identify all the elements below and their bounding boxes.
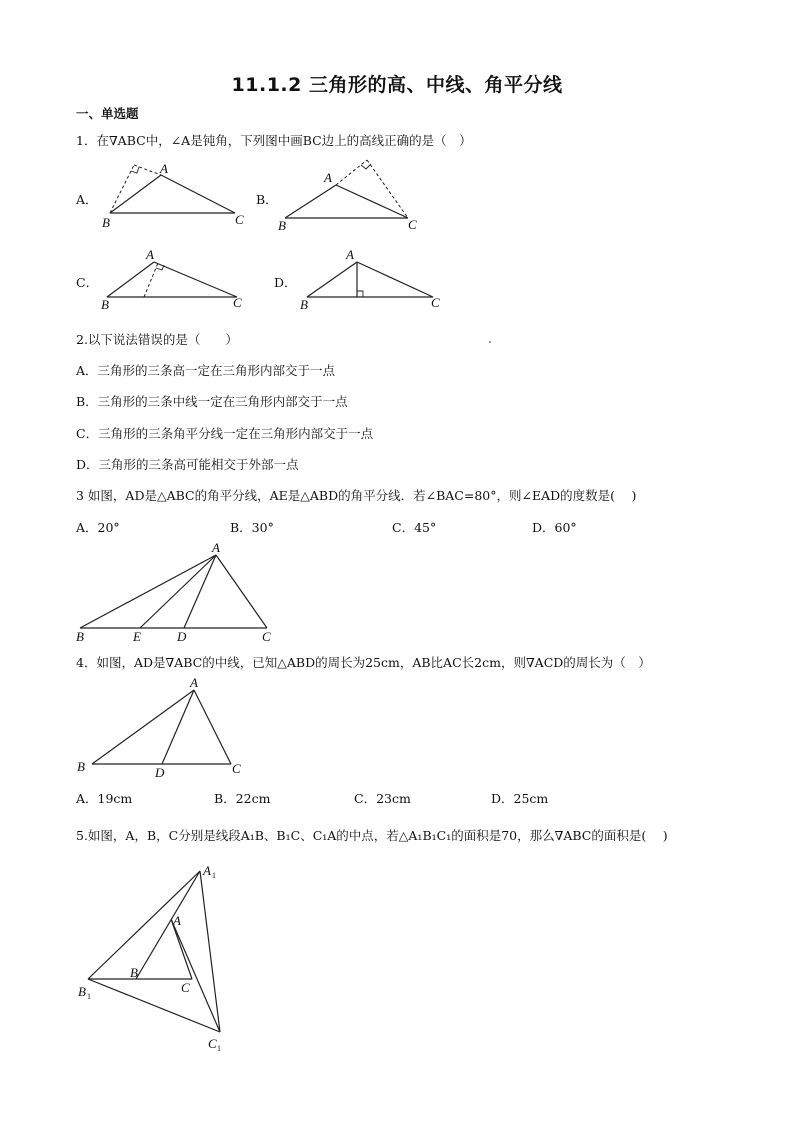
- point-e: E: [133, 629, 141, 644]
- segment-ae: [140, 555, 216, 628]
- point-b: B: [300, 297, 308, 312]
- point-c: C: [232, 761, 241, 776]
- segment-ad: [184, 555, 216, 628]
- point-c: C: [262, 629, 271, 644]
- point-b: B: [130, 965, 138, 980]
- q2-option-d: D．三角形的三条高可能相交于外部一点: [76, 457, 299, 472]
- q1-figure-c: [95, 245, 255, 315]
- stray-dot: [489, 341, 491, 343]
- point-a: A: [160, 161, 168, 176]
- q3-option-b: B．30°: [230, 520, 274, 535]
- point-a1: A: [203, 863, 211, 878]
- q1-option-b-label: B．: [256, 192, 278, 207]
- point-b1-subscript: 1: [87, 992, 91, 1001]
- q5-figure: [70, 855, 245, 1065]
- question-2-stem: 2.以下说法错误的是（ ）: [76, 332, 238, 347]
- point-a: A: [346, 247, 354, 262]
- q4-option-d: D．25cm: [491, 791, 549, 806]
- point-a: A: [146, 247, 154, 262]
- q1-figure-a: [95, 158, 255, 233]
- point-c: C: [235, 212, 244, 227]
- right-angle-mark: [361, 164, 371, 169]
- point-c: C: [181, 980, 190, 995]
- q3-option-c: C．45°: [392, 520, 437, 535]
- question-1-stem: 1．在∇ABC中，∠A是钝角，下列图中画BC边上的高线正确的是（ ）: [76, 133, 472, 148]
- side-ab: [110, 175, 161, 213]
- point-c: C: [408, 217, 417, 232]
- side-ac: [357, 262, 433, 297]
- point-a: A: [212, 540, 220, 555]
- point-b1: B: [78, 984, 86, 999]
- point-c: C: [233, 295, 242, 310]
- point-a1-subscript: 1: [212, 871, 216, 880]
- side-ab: [92, 690, 194, 764]
- point-c1-subscript: 1: [217, 1044, 221, 1053]
- point-c1: C: [208, 1036, 217, 1051]
- q3-option-a: A．20°: [76, 520, 120, 535]
- q2-option-b: B．三角形的三条中线一定在三角形内部交于一点: [76, 394, 348, 409]
- q3-option-d: D．60°: [532, 520, 577, 535]
- side-a1b1: [88, 871, 200, 979]
- q2-option-c: C．三角形的三条角平分线一定在三角形内部交于一点: [76, 426, 374, 441]
- point-a: A: [324, 170, 332, 185]
- question-3-stem: 3 如图，AD是△ABC的角平分线，AE是△ABD的角平分线．若∠BAC=80°，则∠EAD的度数是( ): [76, 488, 637, 503]
- side-ab: [285, 185, 336, 218]
- point-a: A: [190, 675, 198, 690]
- side-ab: [107, 262, 154, 297]
- point-b: B: [102, 215, 110, 230]
- page-title: 11.1.2 三角形的高、中线、角平分线: [231, 74, 563, 96]
- altitude-dashed: [110, 165, 134, 213]
- section-heading: 一、单选题: [76, 106, 139, 121]
- q1-option-d-label: D．: [274, 275, 297, 290]
- side-ac: [161, 175, 235, 213]
- altitude-dashed: [367, 160, 408, 218]
- q4-option-b: B．22cm: [214, 791, 271, 806]
- point-b: B: [101, 297, 109, 312]
- point-c: C: [431, 295, 440, 310]
- question-5-stem: 5.如图，A，B，C分别是线段A₁B、B₁C、C₁A的中点，若△A₁B₁C₁的面积是70，那么∇ABC的面积是( ): [76, 828, 668, 843]
- side-ac: [216, 555, 267, 628]
- question-4-stem: 4．如图，AD是∇ABC的中线，已知△ABD的周长为25cm，AB比AC长2cm，则∇ACD的周长为（ ）: [76, 655, 651, 670]
- side-ab: [80, 555, 216, 628]
- q4-option-c: C．23cm: [354, 791, 411, 806]
- point-a: A: [173, 913, 181, 928]
- side-ac: [336, 185, 408, 218]
- q1-option-a-label: A．: [76, 192, 98, 207]
- q1-figure-d: [295, 245, 455, 315]
- point-b: B: [278, 218, 286, 233]
- side-ab: [307, 262, 357, 297]
- q3-figure: [70, 538, 285, 648]
- side-ac: [154, 262, 237, 297]
- q1-figure-b: [275, 158, 435, 233]
- side-ac: [171, 919, 192, 979]
- point-b: B: [77, 759, 85, 774]
- point-d: D: [155, 765, 165, 780]
- point-d: D: [177, 629, 187, 644]
- q2-option-a: A．三角形的三条高一定在三角形内部交于一点: [76, 363, 336, 378]
- extension-dashed: [336, 160, 367, 185]
- right-angle-mark: [357, 291, 363, 297]
- q4-figure: [70, 673, 260, 783]
- point-b: B: [76, 629, 84, 644]
- q4-option-a: A．19cm: [76, 791, 133, 806]
- q1-option-c-label: C．: [76, 275, 99, 290]
- side-ac: [194, 690, 231, 764]
